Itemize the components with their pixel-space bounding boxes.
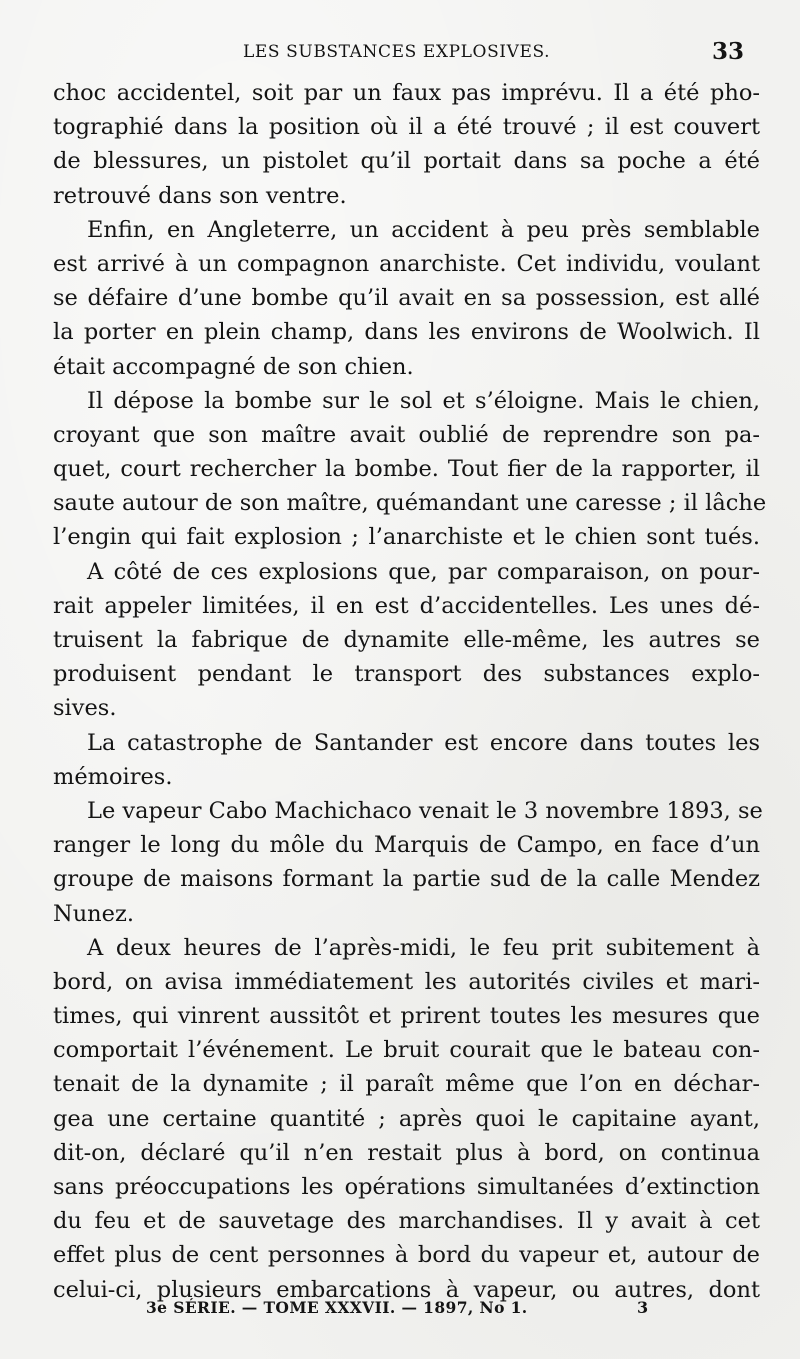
text-line: Nunez.	[53, 900, 134, 927]
text-line: croyant que son maître avait oublié de reprendre son pa-	[53, 421, 760, 448]
text-line: dit-on, déclaré qu’il n’en restait plus à bord, on continua	[53, 1139, 760, 1166]
text-line: times, qui vinrent aussitôt et prirent toutes les mesures que	[53, 1003, 760, 1030]
text-line: celui-ci, plusieurs embarcations à vapeur, ou autres, dont	[53, 1276, 760, 1303]
text-line: gea une certaine quantité ; après quoi le capitaine ayant,	[53, 1105, 760, 1132]
text-line: du feu et de sauvetage des marchandises. Il y avait à cet	[53, 1208, 760, 1235]
signature-mark: 3	[637, 1298, 649, 1317]
text-line: truisent la fabrique de dynamite elle-même, les autres se	[53, 627, 760, 653]
text-line: ranger le long du môle du Marquis de Campo, en face d’un	[53, 832, 760, 859]
text-line: sans préoccupations les opérations simultanées d’extinction	[53, 1174, 760, 1200]
paragraph-start-line: Le vapeur Cabo Machichaco venait le 3 novembre 1893, se	[87, 797, 763, 824]
text-line: se défaire d’une bombe qu’il avait en sa possession, est allé	[53, 285, 760, 312]
text-line: saute autour de son maître, quémandant une caresse ; il lâche	[53, 490, 767, 517]
text-line: quet, court rechercher la bombe. Tout fier de la rapporter, il	[53, 456, 760, 483]
paragraph-start-line: La catastrophe de Santander est encore dans toutes les	[87, 729, 760, 756]
running-title: LES SUBSTANCES EXPLOSIVES.	[243, 42, 551, 62]
running-head	[0, 38, 800, 68]
text-line: retrouvé dans son ventre.	[53, 182, 347, 209]
text-line: tographié dans la position où il a été trouvé ; il est couvert	[53, 114, 760, 141]
paragraph-start-line: A deux heures de l’après-midi, le feu prit subitement à	[87, 934, 760, 961]
text-line: produisent pendant le transport des substances explo-	[53, 661, 760, 688]
text-line: sives.	[53, 695, 117, 722]
text-line: de blessures, un pistolet qu’il portait dans sa poche a été	[53, 148, 760, 175]
text-line: effet plus de cent personnes à bord du vapeur et, autour de	[53, 1242, 760, 1269]
text-line: groupe de maisons formant la partie sud de la calle Mendez	[53, 866, 760, 893]
text-line: l’engin qui fait explosion ; l’anarchiste et le chien sont tués.	[53, 524, 760, 551]
text-line: comportait l’événement. Le bruit courait que le bateau con-	[53, 1037, 760, 1064]
paragraph-start-line: A côté de ces explosions que, par comparaison, on pour-	[87, 558, 760, 585]
text-line: choc accidentel, soit par un faux pas imprévu. Il a été pho-	[53, 80, 760, 106]
text-line: est arrivé à un compagnon anarchiste. Cet individu, voulant	[53, 250, 760, 277]
paragraph-start-line: Il dépose la bombe sur le sol et s’éloigne. Mais le chien,	[87, 387, 760, 414]
text-line: bord, on avisa immédiatement les autorités civiles et mari-	[53, 968, 760, 995]
text-line: la porter en plein champ, dans les environs de Woolwich. Il	[53, 319, 760, 346]
page-number: 33	[711, 38, 744, 65]
text-line: mémoires.	[53, 763, 173, 790]
signature-footer	[0, 1298, 800, 1324]
body-text	[53, 76, 767, 1307]
paragraph-start-line: Enfin, en Angleterre, un accident à peu près semblable	[87, 216, 760, 243]
printer-signature: 3e SÉRIE. — TOME XXXVII. — 1897, No 1.	[146, 1298, 528, 1317]
text-line: tenait de la dynamite ; il paraît même que l’on en déchar-	[53, 1071, 760, 1098]
text-line: était accompagné de son chien.	[53, 353, 414, 380]
text-line: rait appeler limitées, il en est d’accidentelles. Les unes dé-	[53, 592, 760, 619]
